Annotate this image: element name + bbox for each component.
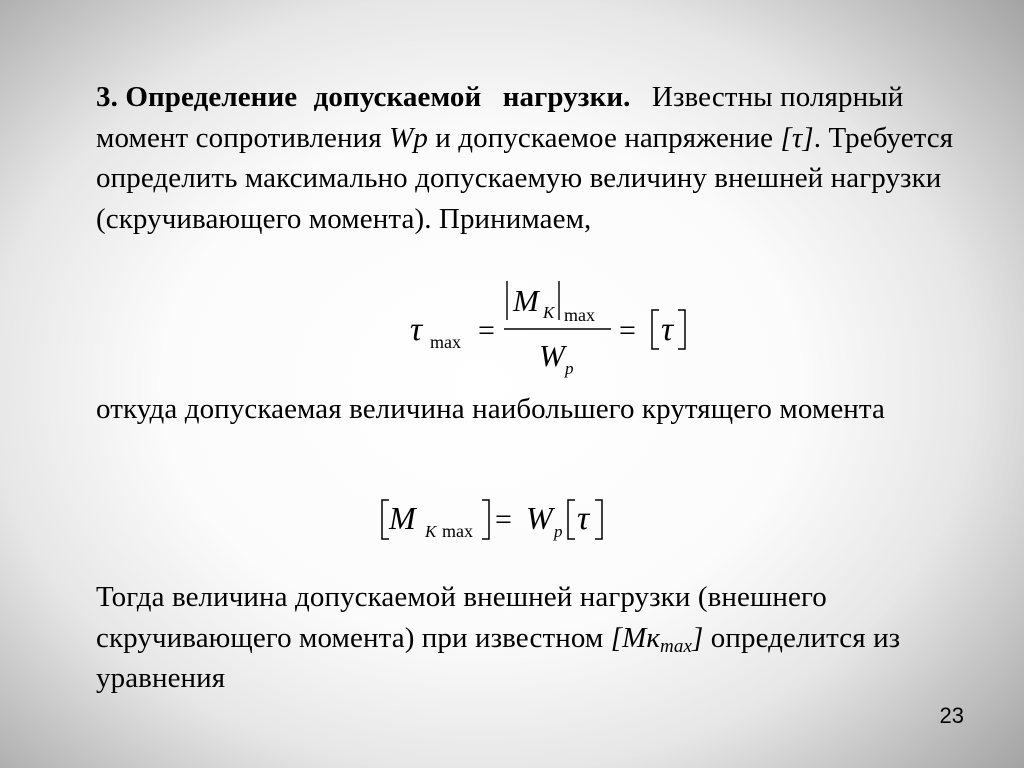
bracket-left-3 bbox=[568, 500, 575, 539]
heading-title: Определение bbox=[125, 81, 298, 113]
bracket-right-3 bbox=[595, 500, 602, 539]
heading-title-2: допускаемой bbox=[313, 81, 482, 113]
bracket-right bbox=[678, 310, 685, 349]
bracket-left bbox=[652, 310, 659, 349]
bracket-right-2 bbox=[482, 500, 489, 539]
mk-open: [Мк bbox=[610, 621, 661, 654]
formula1-w: W bbox=[539, 338, 565, 373]
intro-text-2: и допускаемое напряжение bbox=[435, 121, 774, 154]
intro-text-3: . Требуется определить максимально допускаемую величину внешней нагрузки (скручивающего момента). Принимаем, bbox=[96, 121, 954, 235]
page-number: 23 bbox=[939, 703, 964, 728]
formula2-max: max bbox=[442, 521, 473, 541]
conclusion-text-2: определится из уравнения bbox=[96, 621, 901, 694]
formula1-tau: τ bbox=[410, 311, 423, 348]
formula1-rhs-tau: τ bbox=[661, 311, 674, 348]
conclusion-paragraph bbox=[96, 577, 976, 699]
conclusion-text-1: Тогда величина допускаемой внешней нагрузки (внешнего скручивающего момента) при известном bbox=[96, 581, 827, 654]
formula2-p: p bbox=[554, 522, 563, 541]
formula1-equals-2: = bbox=[619, 314, 636, 347]
formula2-w: W bbox=[526, 500, 553, 536]
formula2-tau: τ bbox=[577, 500, 590, 537]
formula1-max: max bbox=[564, 305, 595, 325]
formula2-m: M bbox=[389, 500, 416, 536]
intro-text-1: Известны полярный момент сопротивления bbox=[96, 81, 904, 154]
formula1-m: M bbox=[513, 283, 539, 318]
formula1-k: K bbox=[543, 303, 555, 322]
formula-mk-max bbox=[374, 492, 624, 552]
heading-title-3: нагрузки. bbox=[502, 81, 631, 113]
mk-max-symbol bbox=[610, 621, 704, 657]
bracket-left-2 bbox=[382, 500, 389, 539]
formula1-p: p bbox=[565, 359, 574, 378]
intro-paragraph bbox=[96, 77, 976, 239]
heading-number: 3. bbox=[96, 81, 118, 113]
formula1-tau-sub: max bbox=[430, 332, 461, 352]
tau-symbol: [τ] bbox=[780, 121, 814, 154]
formula2-k: K bbox=[425, 522, 437, 541]
mk-close: ] bbox=[692, 621, 704, 654]
wp-symbol: Wp bbox=[389, 121, 428, 154]
formula1-equals-1: = bbox=[478, 314, 495, 347]
formula-tau-max bbox=[390, 276, 700, 382]
mk-sub: max bbox=[660, 635, 692, 657]
formula2-equals: = bbox=[495, 503, 512, 536]
middle-paragraph: откуда допускаемая величина наибольшего крутящего момента bbox=[96, 393, 886, 425]
